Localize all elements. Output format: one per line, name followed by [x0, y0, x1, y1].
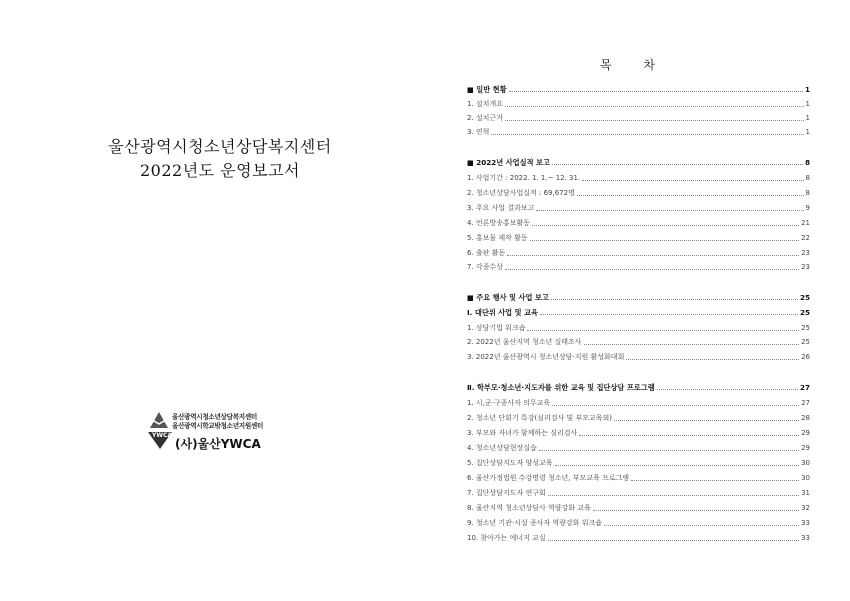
- toc-item-label: 7. 각종수상: [467, 263, 503, 271]
- toc-leader-dots: [657, 389, 798, 390]
- toc-leader-dots: [552, 164, 803, 165]
- toc-page-number: 1: [805, 100, 810, 108]
- toc-page-number: 8: [804, 158, 810, 167]
- toc-item: [467, 412, 810, 423]
- toc-item: [467, 532, 810, 543]
- ywca-emblem-text: YWCA: [152, 432, 173, 439]
- toc-item: [467, 202, 810, 213]
- toc-page-number: 8: [805, 189, 810, 197]
- toc-item: [467, 517, 810, 528]
- report-title-line2: 2022년도 운영보고서: [140, 161, 300, 180]
- toc-leader-dots: [579, 435, 799, 436]
- toc-page-number: 27: [801, 399, 810, 407]
- toc-item-label: 4. 언론방송홍보활동: [467, 219, 530, 227]
- toc-item: [467, 98, 810, 109]
- toc-leader-dots: [551, 299, 798, 300]
- toc-page-number: 28: [801, 414, 810, 422]
- toc-item-label: 3. 주요 사업 결과보고: [467, 204, 535, 212]
- toc-item-label: 1. 설치개요: [467, 100, 503, 108]
- toc-page-number: 30: [801, 459, 810, 467]
- toc-page-number: 29: [801, 444, 810, 452]
- toc-leader-dots: [507, 255, 799, 256]
- toc-heading: 목 차: [600, 58, 669, 72]
- toc-item-label: 9. 청소년 기관·시설 종사자 역량강화 워크숍: [467, 519, 602, 527]
- toc-leader-dots: [548, 540, 799, 541]
- toc-section: [467, 156, 810, 167]
- toc-page-number: 26: [801, 353, 810, 361]
- toc-page-number: 25: [801, 324, 810, 332]
- toc-page-number: 21: [801, 219, 810, 227]
- toc-leader-dots: [614, 420, 799, 421]
- logo-text-center: 울산광역시청소년상담복지센터: [172, 413, 257, 421]
- toc-leader-dots: [548, 495, 799, 496]
- toc-item: [467, 217, 810, 228]
- toc-item-label: ■ 2022년 사업실적 보고: [467, 158, 550, 167]
- toc-page-number: 31: [801, 489, 810, 497]
- toc-item: [467, 487, 810, 498]
- toc-item-label: ■ 일반 현황: [467, 85, 507, 94]
- toc-item-label: 3. 연혁: [467, 128, 490, 136]
- toc-item-label: 2. 설치근거: [467, 114, 503, 122]
- toc-page-number: 1: [804, 85, 810, 94]
- toc-item-label: 5. 집단상담지도자 양성교육: [467, 459, 553, 467]
- toc-item: [467, 397, 810, 408]
- toc-item-label: 10. 찾아가는 에너지 교실: [467, 534, 546, 542]
- toc-item-label: 6. 출판 활동: [467, 249, 506, 257]
- toc-item-label: ■ 주요 행사 및 사업 보고: [467, 293, 549, 302]
- toc-item-label: 2. 청소년상담사업실적 : 69,672명: [467, 189, 575, 197]
- logo-text-support-center: 울산광역시학교밖청소년지원센터: [172, 422, 264, 430]
- toc-leader-dots: [532, 225, 799, 226]
- toc-leader-dots: [491, 134, 803, 135]
- toc-leader-dots: [509, 91, 803, 92]
- toc-page-number: 32: [801, 504, 810, 512]
- toc-leader-dots: [577, 195, 804, 196]
- toc-leader-dots: [539, 450, 799, 451]
- toc-page-number: 22: [801, 234, 810, 242]
- toc-item-label: Ⅰ. 대단위 사업 및 교육: [467, 308, 538, 317]
- toc-leader-dots: [582, 180, 803, 181]
- toc-item: [467, 247, 810, 258]
- toc-item-label: 1. 상담기법 워크숍: [467, 324, 526, 332]
- toc-leader-dots: [505, 106, 804, 107]
- toc-item: [467, 442, 810, 453]
- toc-page-number: 8: [805, 174, 810, 182]
- toc-leader-dots: [530, 240, 799, 241]
- toc-page-number: 9: [805, 204, 810, 212]
- toc-page-number: 23: [801, 263, 810, 271]
- toc-item: [467, 172, 810, 183]
- toc-page-number: 25: [799, 308, 810, 317]
- toc-page-number: 23: [801, 249, 810, 257]
- toc-section: [467, 83, 810, 94]
- toc-item: [467, 336, 810, 347]
- toc-leader-dots: [593, 510, 799, 511]
- toc-item: [467, 187, 810, 198]
- report-title-line1: 울산광역시청소년상담복지센터: [108, 137, 332, 156]
- toc-page-number: 1: [805, 114, 810, 122]
- toc-page-number: 33: [801, 519, 810, 527]
- toc-item-label: 2. 2022년 울산지역 청소년 실태조사: [467, 338, 582, 346]
- toc-leader-dots: [527, 330, 799, 331]
- toc-item-label: 3. 2022년 울산광역시 청소년상담·지원 활성화대회: [467, 353, 625, 361]
- toc-item-label: 4. 청소년상담현장실습: [467, 444, 537, 452]
- organization-logo: [148, 408, 318, 456]
- logo-org-name: (사)울산YWCA: [175, 437, 261, 451]
- toc-item-label: Ⅱ. 학부모·청소년·지도자를 위한 교육 및 집단상담 프로그램: [467, 383, 655, 392]
- toc-item-label: 8. 울산지역 청소년상담사 역량강화 교육: [467, 504, 591, 512]
- toc-page-number: 1: [805, 128, 810, 136]
- toc-item-label: 6. 울산가정법원 수강명령 청소년, 부모교육 프로그램: [467, 474, 630, 482]
- toc-item: [467, 457, 810, 468]
- toc-item: [467, 126, 810, 137]
- toc-item: [467, 232, 810, 243]
- toc-item: [467, 427, 810, 438]
- toc-leader-dots: [631, 480, 799, 481]
- toc-leader-dots: [604, 525, 799, 526]
- toc-item-label: 1. 시,군·구종사자 의무교육: [467, 399, 551, 407]
- toc-page-number: 25: [799, 293, 810, 302]
- toc-section: [467, 291, 810, 302]
- toc-leader-dots: [505, 269, 799, 270]
- toc-page-number: 30: [801, 474, 810, 482]
- toc-page-number: 27: [799, 383, 810, 392]
- toc-item: [467, 261, 810, 272]
- toc-item-label: 5. 홍보물 제작 활동: [467, 234, 528, 242]
- mountain-wave-icon: [148, 410, 170, 430]
- toc-page-number: 25: [801, 338, 810, 346]
- toc-item-label: 7. 집단상담지도자 연구회: [467, 489, 546, 497]
- toc-item-label: 2. 청소년 단회기 특강(심리검사 및 부모교육외): [467, 414, 612, 422]
- toc-leader-dots: [536, 210, 803, 211]
- toc-item: [467, 322, 810, 333]
- toc-leader-dots: [540, 314, 798, 315]
- toc-item: [467, 112, 810, 123]
- toc-item: [467, 502, 810, 513]
- toc-item: [467, 351, 810, 362]
- toc-section: [467, 381, 810, 392]
- toc-item-label: 3. 부모와 자녀가 함께하는 심리검사: [467, 429, 578, 437]
- toc-leader-dots: [555, 465, 800, 466]
- toc-leader-dots: [584, 344, 800, 345]
- toc-page-number: 29: [801, 429, 810, 437]
- toc-leader-dots: [626, 359, 799, 360]
- toc-leader-dots: [505, 120, 804, 121]
- toc-section: [467, 306, 810, 317]
- toc-leader-dots: [552, 405, 799, 406]
- toc-page-number: 33: [801, 534, 810, 542]
- toc-item-label: 1. 사업기간 : 2022. 1. 1.~ 12. 31.: [467, 174, 581, 182]
- toc-item: [467, 472, 810, 483]
